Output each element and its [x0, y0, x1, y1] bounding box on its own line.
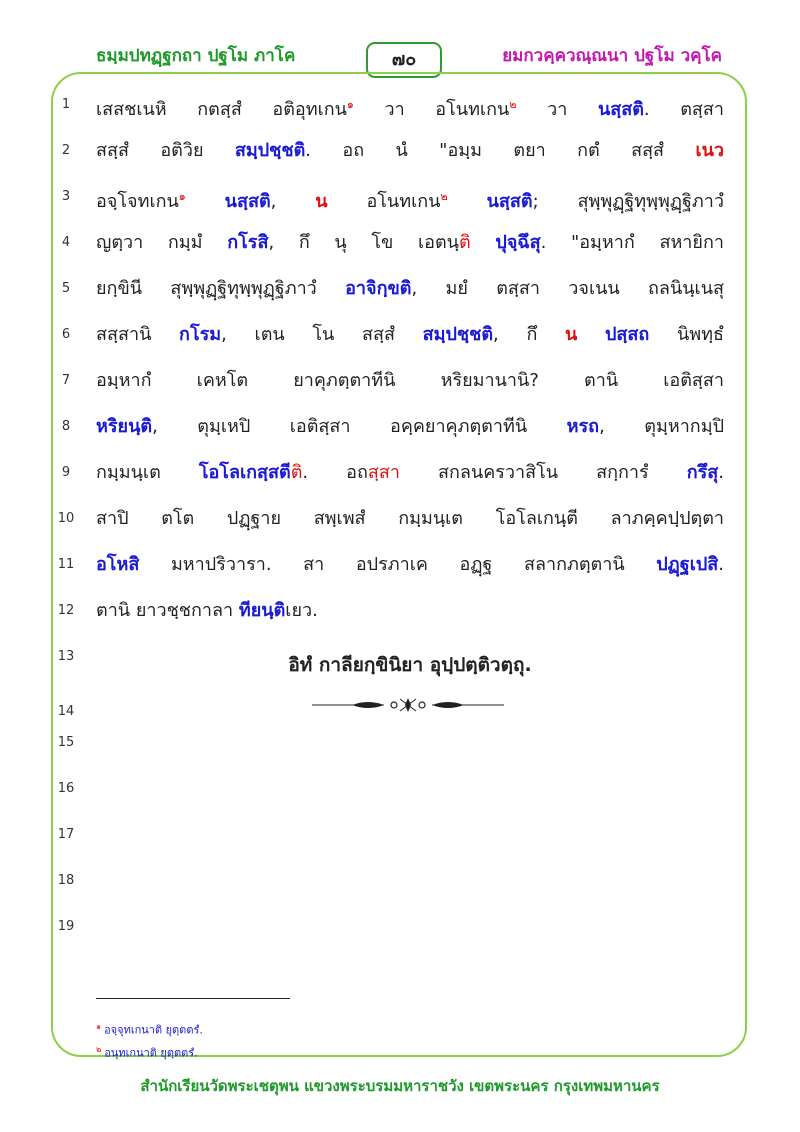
negation-word: น [315, 191, 328, 212]
footnote-text: อจฺจุทเกนาติ ยุตฺตตรํ. [104, 1023, 203, 1037]
page-number: ๗๐ [366, 42, 442, 78]
emphasis-word: กโรม [179, 324, 222, 345]
emphasis-word: หริยนฺติ [96, 416, 153, 437]
line-number: 12 [57, 603, 75, 618]
text-run: . อถ นํ "อมฺม ตยา กตํ สสฺสํ [305, 140, 696, 161]
highlighted-syllable: ติ [458, 232, 471, 253]
line-number: 7 [61, 373, 71, 388]
text-run [471, 232, 496, 253]
floral-divider-icon [312, 695, 504, 715]
text-run [577, 324, 605, 345]
emphasis-word: อาจิกฺขติ [345, 278, 412, 299]
text-run: สสฺสํ อติวิย [96, 140, 235, 161]
text-run: . ตสฺสา [643, 99, 724, 120]
emphasis-word: ทียนฺติ [238, 600, 286, 621]
line-number: 6 [61, 327, 71, 342]
text-run: สสฺสานิ [96, 324, 180, 345]
footnote-marker: ๒ [509, 98, 517, 111]
emphasis-word: อโหสิ [96, 554, 140, 575]
text-run: ; สุพฺพุฏฺฐิทุพฺพุฏฺฐิภาวํ [532, 191, 724, 212]
text-line [96, 414, 724, 440]
text-line [96, 184, 724, 215]
emphasis-word: ปุจฺฉึสุ [495, 232, 541, 253]
emphasis-word: นสฺสติ [597, 99, 644, 120]
emphasis-word: สมฺปชฺชติ [422, 324, 494, 345]
footnote-marker: ๑ [178, 190, 186, 203]
text-line [96, 506, 724, 532]
text-line [96, 460, 724, 486]
text-run: . อถ [302, 462, 368, 483]
text-line [96, 92, 724, 123]
text-line [96, 598, 724, 624]
footnote-marker: ๑ [346, 98, 354, 111]
highlighted-syllable: สฺสา [367, 462, 400, 483]
text-run: ยกฺขินี สุพฺพุฏฺฐิทุพฺพุฏฺฐิภาวํ [96, 278, 346, 299]
text-run: . "อมฺหากํ สหายิกา [540, 232, 724, 253]
line-number: 5 [61, 281, 71, 296]
text-run: , ตุมฺเหปิ เอติสฺสา อคฺคยาคุภตฺตาทีนิ [152, 416, 567, 437]
text-run: สกลนครวาสิโน สกฺการํ [399, 462, 687, 483]
line-number: 10 [57, 511, 75, 526]
text-run: มหาปริวารา. สา อปรภาเค อฏฺฐ สลากภตฺตานิ [139, 554, 657, 575]
footnote-2 [96, 1043, 198, 1062]
line-number: 9 [61, 465, 71, 480]
text-run: นิพทฺธํ [649, 324, 724, 345]
footnote-text: อนุทเกนาติ ยุตฺตตรํ. [104, 1046, 198, 1060]
text-run: ตานิ ยาวชฺชกาลา [96, 600, 239, 621]
highlighted-syllable: ติ [290, 462, 303, 483]
text-line [96, 322, 724, 348]
line-number: 11 [57, 557, 75, 572]
emphasis-word: หรถ [566, 416, 600, 437]
line-number: 2 [61, 143, 71, 158]
emphasis-word: โอโลเกสฺสตี [198, 462, 291, 483]
closing-title: อิทํ กาลียกฺขินิยา อุปฺปตฺติวตฺถุ. [288, 654, 532, 676]
line-number: 18 [57, 873, 75, 888]
text-run: กมฺมนฺเต [96, 462, 199, 483]
footnote-marker: ๑ [96, 1022, 102, 1031]
line-number: 16 [57, 781, 75, 796]
line-number: 4 [61, 235, 71, 250]
header-left-title: ธมฺมปทฏฺฐกถา ปฐโม ภาโค [96, 46, 296, 66]
emphasis-word: ปสฺสถ [605, 324, 650, 345]
footnote-1 [96, 1020, 203, 1039]
text-run: , ตุมฺหากมฺปิ [599, 416, 724, 437]
text-run: สาปิ ตโต ปฏฺฐาย สพฺเพสํ กมฺมนฺเต โอโลเกนฺตี ลาภคฺคปฺปตฺตา [96, 508, 724, 529]
emphasis-word: กโรสิ [227, 232, 269, 253]
text-run: เสสชเนหิ กตสฺสํ อติอุทเกน [96, 99, 347, 120]
text-run: , กึ นุ โข เอตนฺ [268, 232, 459, 253]
text-run: เยว. [285, 600, 318, 621]
line-number: 8 [61, 419, 71, 434]
text-run: อโนทเกน [327, 191, 441, 212]
line-number: 17 [57, 827, 75, 842]
negation-word: น [565, 324, 578, 345]
emphasis-word: นสฺสติ [224, 191, 271, 212]
text-line [96, 368, 724, 394]
text-run: วา [516, 99, 598, 120]
text-run [448, 191, 487, 212]
footnote-marker: ๒ [96, 1045, 102, 1054]
text-run: , [270, 191, 316, 212]
line-number: 3 [61, 189, 71, 204]
line-number: 1 [61, 97, 71, 112]
emphasis-word: ปฏฺฐเปสิ [656, 554, 719, 575]
emphasis-word: สมฺปชฺชติ [234, 140, 306, 161]
text-run: , มยํ ตสฺสา วจเนน ถลนินฺเนสุ [411, 278, 724, 299]
negation-word: เนว [695, 140, 725, 161]
text-run: , กึ [493, 324, 566, 345]
text-run: วา อโนทเกน [353, 99, 510, 120]
emphasis-word: กรึสุ [686, 462, 719, 483]
text-line [96, 552, 724, 578]
line-number: 19 [57, 919, 75, 934]
footnote-divider [96, 998, 290, 999]
emphasis-word: นสฺสติ [486, 191, 533, 212]
text-line [96, 138, 724, 164]
line-number: 13 [57, 649, 75, 664]
text-run: อมฺหากํ เคหโต ยาคุภตฺตาทีนิ หริยมานานิ? ตานิ เอติสฺสา [96, 370, 724, 391]
text-run: ญตฺวา กมฺมํ [96, 232, 228, 253]
line-number: 15 [57, 735, 75, 750]
text-run: . [718, 554, 724, 575]
text-run: อจฺโจทเกน [96, 191, 179, 212]
text-run: . [718, 462, 725, 483]
text-line [96, 230, 724, 256]
header-right-title: ยมกวคฺควณฺณนา ปฐโม วคฺโค [502, 46, 722, 66]
text-line [96, 276, 724, 302]
footer-institution: สำนักเรียนวัดพระเชตุพน แขวงพระบรมมหาราชวัง เขตพระนคร กรุงเทพมหานคร [140, 1077, 660, 1095]
text-run [186, 191, 225, 212]
line-number: 14 [57, 704, 75, 719]
text-run: , เตน โน สสฺสํ [221, 324, 423, 345]
footnote-marker: ๒ [440, 190, 448, 203]
